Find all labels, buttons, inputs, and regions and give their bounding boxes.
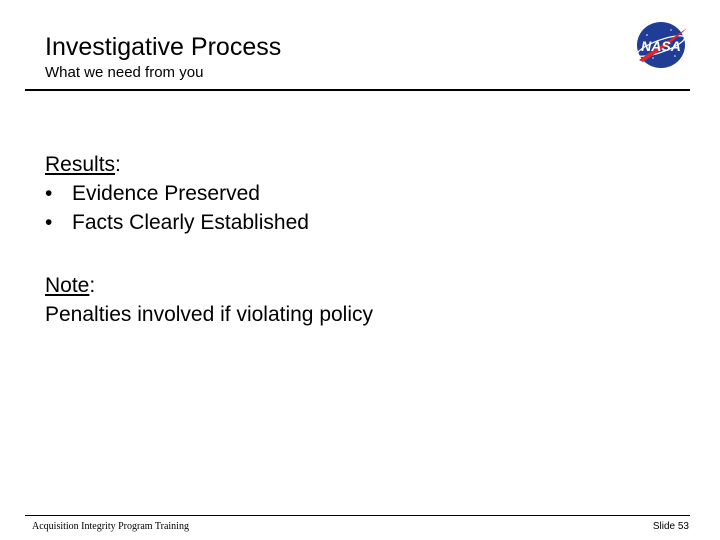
list-item	[45, 179, 665, 208]
results-heading	[45, 150, 665, 179]
list-item	[45, 208, 665, 237]
note-block	[45, 271, 665, 329]
slide-title: Investigative Process	[45, 33, 282, 61]
results-list	[45, 179, 665, 237]
results-label: Results	[45, 153, 116, 176]
note-text: Penalties involved if violating policy	[45, 303, 374, 326]
nasa-logo-icon	[633, 20, 689, 70]
slide-body	[45, 150, 665, 329]
note-heading	[45, 271, 665, 300]
note-colon: :	[89, 274, 96, 297]
footer-program-name: Acquisition Integrity Program Training	[32, 521, 189, 532]
results-colon: :	[115, 153, 121, 176]
list-item-text: Evidence Preserved	[72, 182, 260, 205]
nasa-logo-text: NASA	[641, 38, 681, 54]
footer-divider	[25, 515, 690, 516]
bullet-icon: •	[45, 211, 53, 234]
header-divider	[25, 89, 690, 91]
note-label: Note	[45, 274, 90, 297]
list-item-text: Facts Clearly Established	[72, 211, 309, 234]
bullet-icon: •	[45, 182, 53, 205]
slide-subtitle: What we need from you	[45, 64, 204, 81]
slide-number: Slide 53	[652, 521, 689, 532]
